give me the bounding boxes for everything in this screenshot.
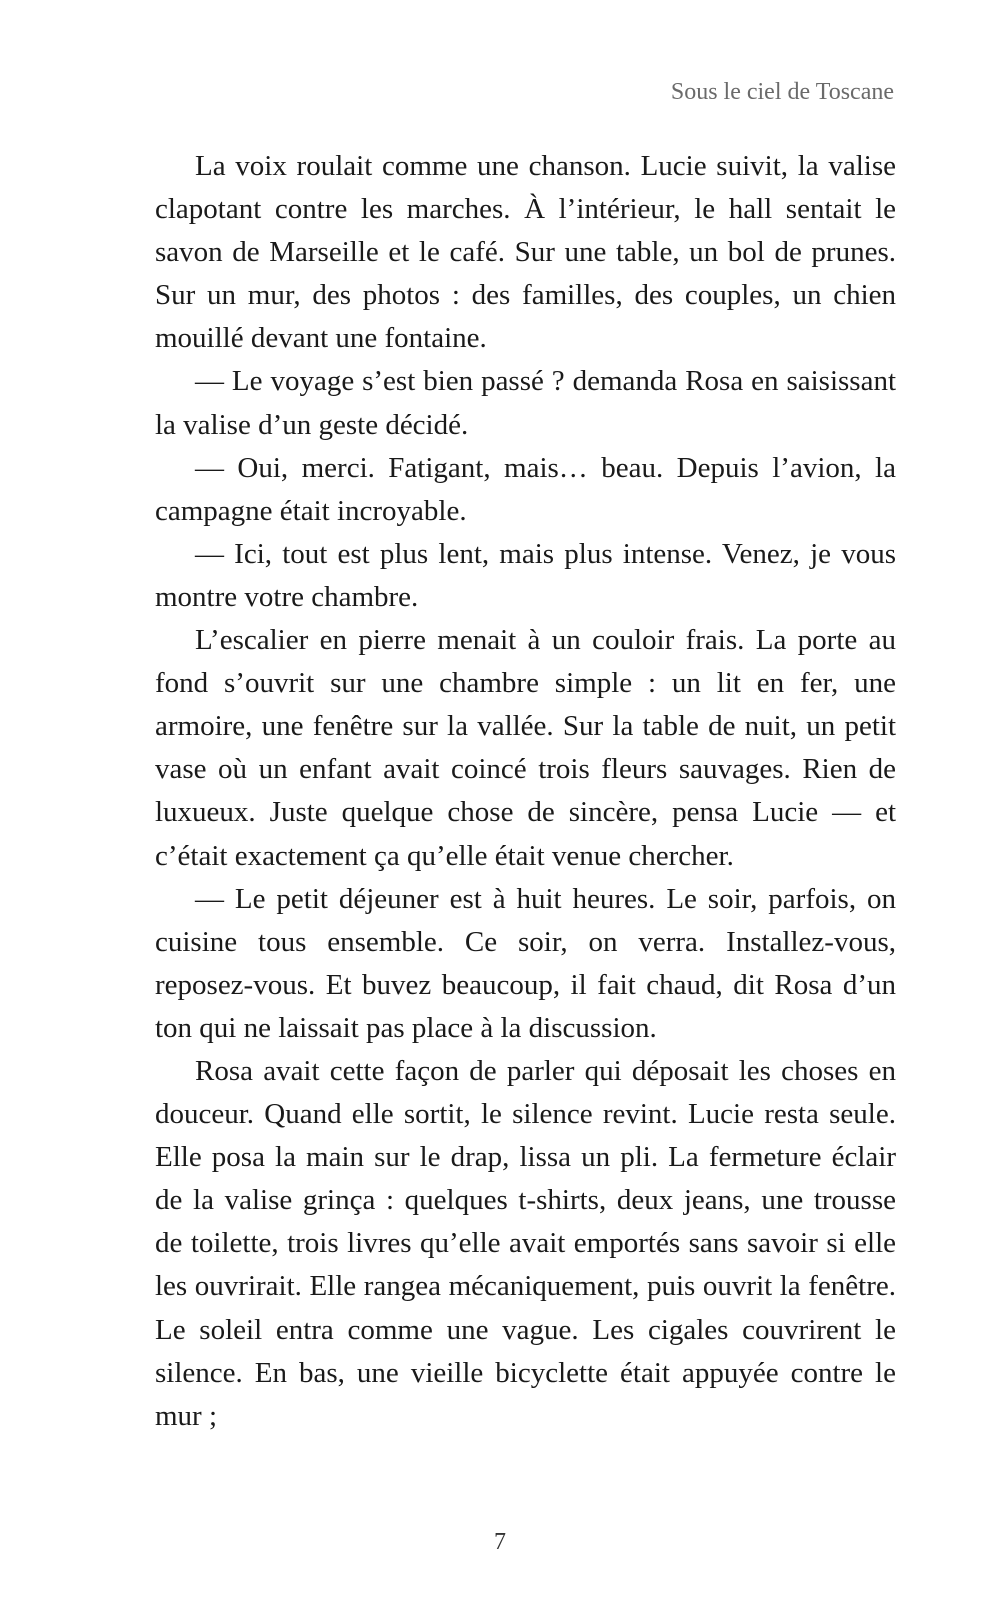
paragraph-rosa-invite: — Ici, tout est plus lent, mais plus intense. Venez, je vous montre votre chambre. — [155, 537, 896, 613]
body-text — [155, 145, 896, 1438]
paragraph-rosa-instructions: — Le petit déjeuner est à huit heures. Le soir, parfois, on cuisine tous ensemble. Ce soir, on verra. Installez-vous, reposez-vous. Et buvez beaucoup, il fait chaud, dit Rosa d’un ton qui ne laissait pas place à la discussion. — [155, 882, 896, 1044]
paragraph-bedroom: L’escalier en pierre menait à un couloir frais. La porte au fond s’ouvrit sur une chambre simple : un lit en fer, une armoire, une fenêtre sur la vallée. Sur la table de nuit, un petit vase où un enfant avait coincé trois fleurs sauvages. Rien de luxueux. Juste quelque chose de sincère, pensa Lucie — et c’était exactement ça qu’elle était venue chercher. — [155, 624, 896, 872]
paragraph-alone: Rosa avait cette façon de parler qui déposait les choses en douceur. Quand elle sortit, le silence revint. Lucie resta seule. Elle posa la main sur le drap, lissa un pli. La fermeture éclair de la valise grinça : quelques t-shirts, deux jeans, une trousse de toilette, trois livres qu’elle avait emportés sans savoir si elle les ouvrirait. Elle rangea mécaniquement, puis ouvrit la fenêtre. Le soleil entra comme une vague. Les cigales couvrirent le silence. En bas, une vieille bicyclette était appuyée contre le mur ; — [155, 1054, 896, 1432]
page-number: 7 — [494, 1529, 506, 1555]
paragraph-arrival-hall: La voix roulait comme une chanson. Lucie suivit, la valise clapotant contre les marches. À l’intérieur, le hall sentait le savon de Marseille et le café. Sur une table, un bol de prunes. Sur un mur, des photos : des familles, des couples, un chien mouillé devant une fontaine. — [155, 150, 896, 355]
paragraph-lucie-answer: — Oui, merci. Fatigant, mais… beau. Depuis l’avion, la campagne était incroyable. — [155, 451, 896, 527]
paragraph-rosa-question: — Le voyage s’est bien passé ? demanda Rosa en saisissant la valise d’un geste décidé. — [155, 365, 896, 441]
running-header-title: Sous le ciel de Toscane — [670, 79, 894, 105]
